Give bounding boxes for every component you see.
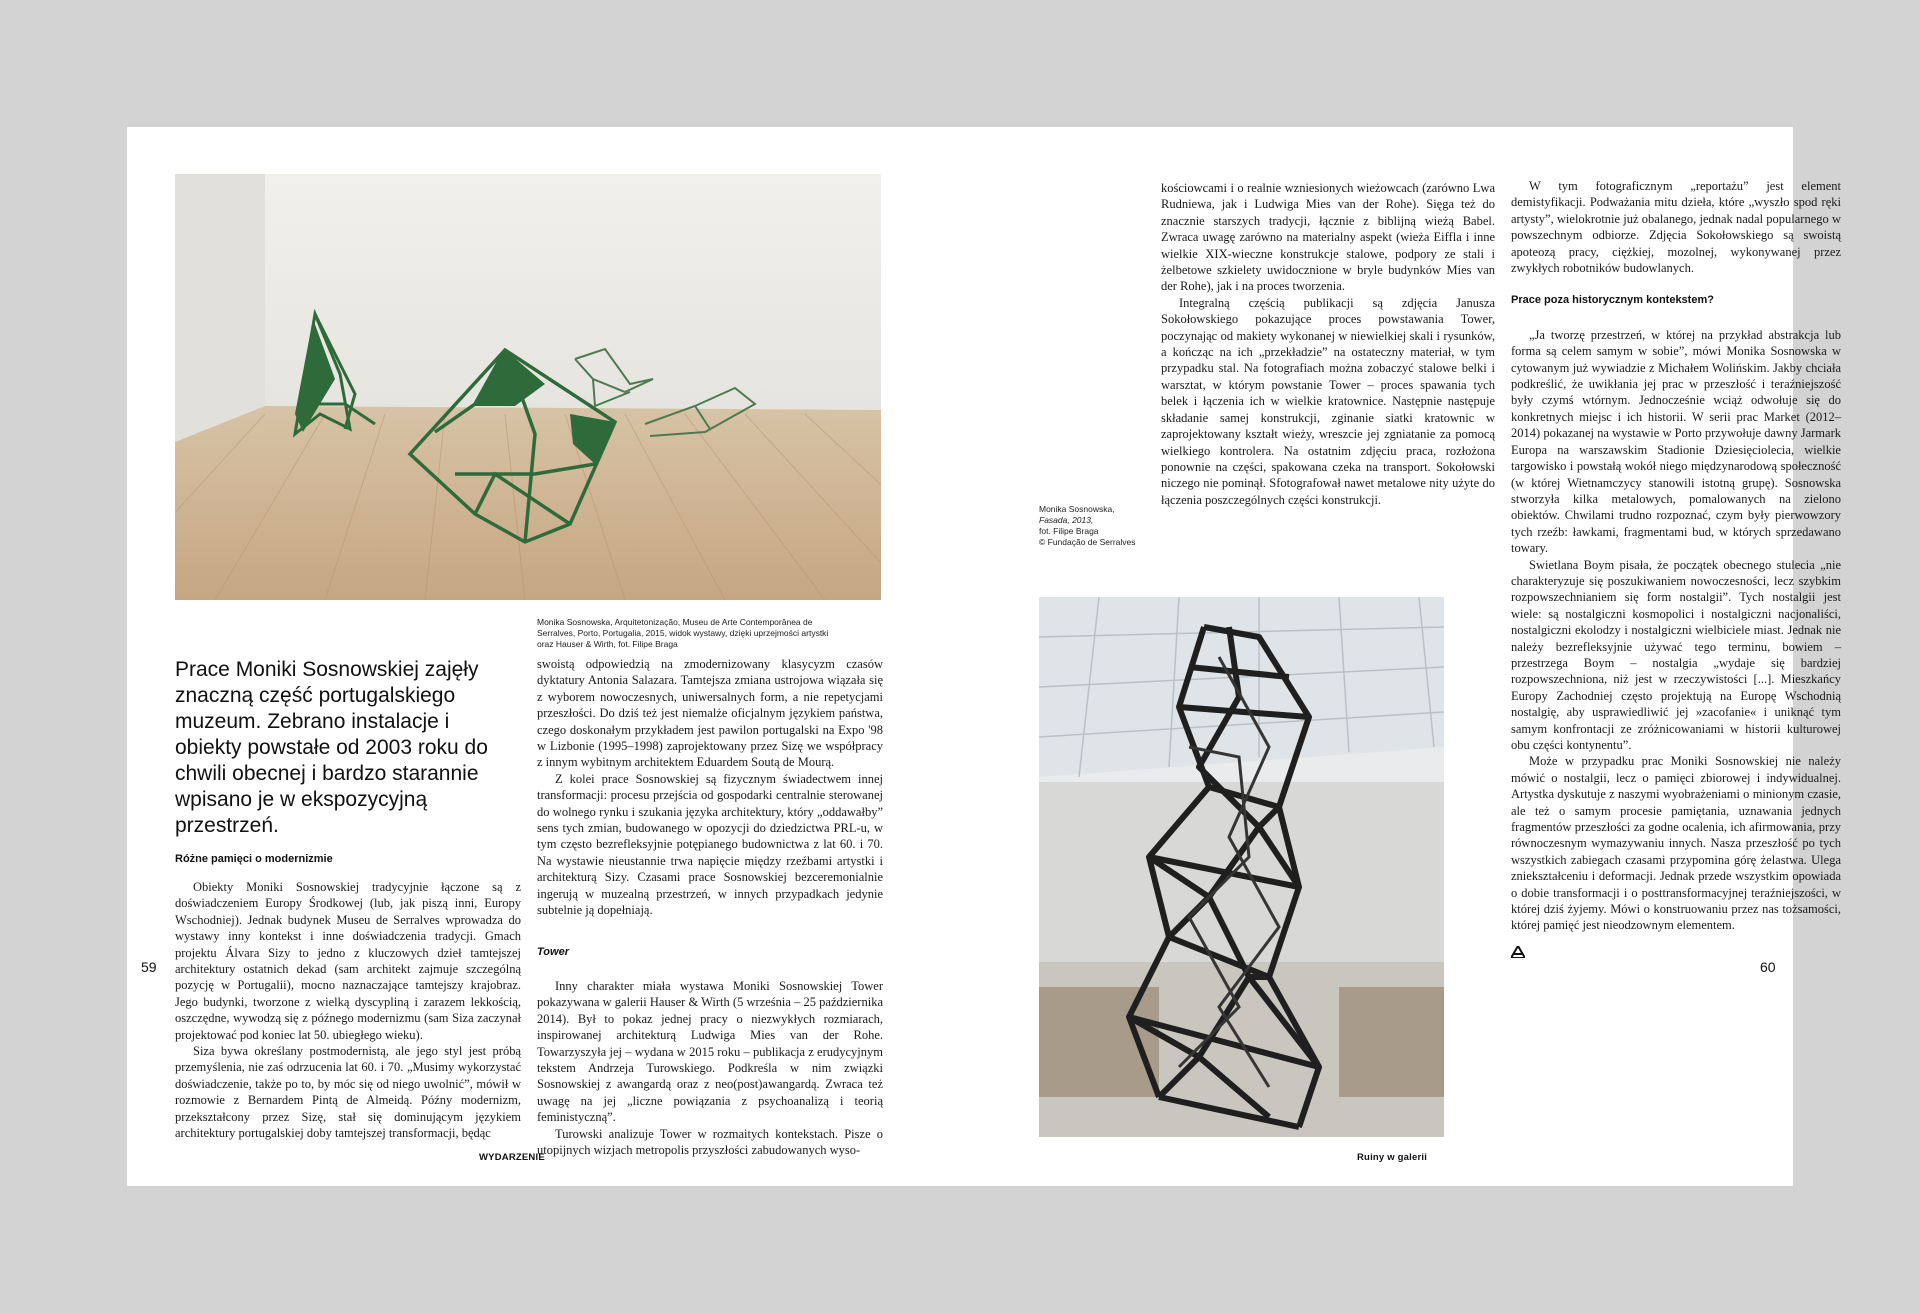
footer-left: WYDARZENIE [479,1152,545,1163]
subhead-tower: Tower [537,945,569,958]
paragraph: Siza bywa określany postmodernistą, ale jego styl jest próbą przemyślenia, nie zaś odrzucenia lat 60. i 70. „Musimy wykorzystać doświadczenie, także po to, by móc się od niego uwolnić”, mówił w rozmowie z Bernardem Pintą de Almeidą. Późny modernizm, przekształcony przez Sizę, stał się dominującym językiem architektury portugalskiej doby tamtejszej transformacji, będąc [175,1044,521,1141]
paragraph: Obiekty Moniki Sosnowskiej tradycyjnie łączone są z doświadczeniem Europy Środkowej (lub, jak piszą inni, Europy Wschodniej). Jednak budynek Museu de Serralves wprowadza do wystawy inny kontekst i inne doświadczenia tradycji. Gmach projektu Álvara Sizy to jedno z kluczowych dzieł tamtejszej architektury ostatnich dekad (sam architekt zajmuje szczególną pozycję w Portugalii), mocno naznaczające tamtejszy krajobraz. Jego budynki, tworzone z wielką dyscypliną i zarazem lekkością, oszczędne, wywodzą się z późnego modernizmu (sam Siza zaczynał projektować pod koniec lat 50. ubiegłego wieku). [175,880,521,1042]
left-column-2 [537,656,883,1158]
page-number-right: 60 [1760,959,1776,975]
magazine-spread [127,127,1841,1186]
end-mark-icon [1511,946,1525,958]
paragraph: Inny charakter miała wystawa Moniki Sosnowskiej Tower pokazywana w galerii Hauser & Wirth (5 września – 25 października 2014). Był to pokaz jednej pracy o niezwykłych rozmiarach, inspirowanej architekturą Ludwiga Mies van der Rohe. Towarzyszyła jej – wydana w 2015 roku – publikacja z erudycyjnym tekstem Andrzeja Turowskiego. Podkreśla w nim związki Sosnowskiej z awangardą oraz z neo(post)awangardą. Zwraca też uwagę na jej „liczne powiązania z psychoanalizą i teorią feministyczną”. [537,978,883,1125]
tower-photo [1039,597,1444,1137]
small-caption [1039,504,1159,548]
subhead-historical: Prace poza historycznym kontekstem? [1511,294,1714,307]
gallery-photo [175,174,881,600]
paragraph: Swietlana Boym pisała, że początek obecnego stulecia „nie charakteryzuje się poszukiwaniem nowoczesności, lecz szybkim rozpowszechnianiem się form nostalgii”. Tych nostalgii jest wiele: są nostalgiczni kosmopolici i nostalgiczni nacjonaliści, nostalgiczni ekolodzy i nostalgiczni wielbiciele miast. Jednak nie należy bezrefleksyjnie używać tego terminu, bowiem – przestrzega Boym – nostalgia „wydaje się bardziej rozpowszechniona, niż jest w rzeczywistości [...]. Mieszkańcy Europy Zachodniej często projektują na Europę Wschodnią nostalgię, aby usprawiedliwić jej »zacofanie« i uniknąć tym samym konfrontacji ze zróżnicowaniami w historii kulturowej obu części kontynentu”. [1511,557,1841,752]
lead-paragraph: Prace Moniki Sosnowskiej zajęły znaczną część portugalskiego muzeum. Zebrano instalacje i obiekty powstałe od 2003 roku do chwili obecnej i bardzo starannie wpisano je w ekspozycyjną przestrzeń. [175,658,488,837]
paragraph: „Ja tworzę przestrzeń, w której na przykład abstrakcja lub forma są celem samym w sobie”, mówi Monika Sosnowska w cytowanym już wywiadzie z Michałem Wolińskim. Jakby chciała podkreślić, że uwikłania jej prac w przeszłość i teraźniejszość były czymś wtórnym. Jednocześnie wciąż odwołuje się do konkretnych miejsc i ich historii. W serii prac Market (2012–2014) pokazanej na wystawie w Porto przywołuje dawny Jarmark Europa na warszawskim Stadionie Dziesięciolecia, wielkie targowisko i powstałą wokół niego międzynarodową społeczność (w której Wietnamczycy stanowili istotną grupę). Sosnowska stworzyła kilka metalowych, pomalowanych na zielono obiektów. Chwilami trudno rozpoznać, czym były pierwowzory tych rzeźb: ławkami, fragmentami bud, w których sprzedawano towary. [1511,327,1841,556]
left-column-1 [175,879,521,1142]
paragraph: Może w przypadku prac Moniki Sosnowskiej nie należy mówić o nostalgii, lecz o pamięci zbiorowej i indywidualnej. Artystka dyskutuje z naszymi wyobrażeniami o minionym czasie, ale też o samym procesie pamiętania, uznawania jednych fragmentów przeszłości za godne ocalenia, ich afirmowania, przy równoczesnym wymazywaniu innych. Nasza przeszłość po tych wszystkich zabiegach czasami przypomina górę żelastwa. Ulega zniekształceniu i deformacji. Jednak przede wszystkim opowiada o dobie transformacji i o posttransformacyjnej teraźniejszości, w której dziś żyjemy. Mówi o konstruowaniu przez nas tożsamości, której pamięć jest nieodzownym elementem. [1511,754,1841,933]
caption-line: © Fundação de Serralves [1039,537,1136,547]
paragraph: W tym fotograficznym „reportażu” jest element demistyfikacji. Podważania mitu dzieła, które „wyszło spod ręki artysty”, wielokrotnie już obalanego, jednak nadal popularnego w powszechnym odbiorze. Zdjęcia Sokołowskiego są swoistą apoteozą pracy, ciężkiej, mozolnej, wykonywanej przez zwykłych robotników budowlanych. [1511,179,1841,276]
paragraph: Integralną częścią publikacji są zdjęcia Janusza Sokołowskiego pokazujące proces powstawania Tower, poczynając od makiety wykonanej w niewielkiej skali i rysunków, a kończąc na ich „przekładzie” na ostateczny materiał, w tym przypadku stal. Na fotografiach można zobaczyć stalowe belki i warsztat, w którym powstanie Tower – proces spawania tych belek i łączenia ich w wielkie kratownice. Następnie następuje składanie samej konstrukcji, zginanie siatki kratownic w zaprojektowany kształt wieży, wreszcie jej zgniatanie za pomocą wielkiego kontrolera. Na ostatnim zdjęciu praca, rozłożona ponownie na części, spakowana czeka na transport. Sokołowski niczego nie pominął. Sfotografował nawet metalowe nity użyte do łączenia poszczególnych części konstrukcji. [1161,295,1495,507]
paragraph: Turowski analizuje Tower w rozmaitych kontekstach. Pisze o utopijnych wizjach metropolis przyszłości zabudowanych wyso- [537,1126,883,1157]
footer-right: Ruiny w galerii [1357,1152,1428,1163]
caption-line: Monika Sosnowska, [1039,504,1115,514]
subhead-modernism: Różne pamięci o modernizmie [175,853,333,865]
right-column-1 [1161,180,1495,508]
right-column-2 [1511,178,1841,958]
caption-line: fot. Filipe Braga [1039,526,1099,536]
paragraph: swoistą odpowiedzią na zmodernizowany klasycyzm czasów dyktatury Antonia Salazara. Tamtejsza zmiana ustrojowa wiązała się z wyborem nowoczesnych, uniwersalnych form, a nie repetycjami przeszłości. Do dziś też jest niemalże oficjalnym językiem państwa, czego doskonałym przykładem jest pawilon portugalski na Expo '98 w Lizbonie (1995–1998) zaprojektowany przez Sizę we współpracy z innym wybitnym architektem Eduardem Soutą de Mourą. [537,657,883,770]
paragraph: kościowcami i o realnie wzniesionych wieżowcach (zarówno Lwa Rudniewa, jak i Ludwiga Mies van der Rohe). Sięga też do znacznie starszych tradycji, łącznie z biblijną wieżą Babel. Zwraca uwagę zarówno na materialny aspekt (wieża Eiffla i inne wielkie XIX-wieczne konstrukcje stalowe, podpory ze stali i żelbetowe szkielety uwidocznione w bryle budynków Mies van der Rohe), jak i na proces tworzenia. [1161,181,1495,294]
gallery-photo-caption: Monika Sosnowska, Arquitetonização, Museu de Arte Contemporânea de Serralves, Porto, Portugalia, 2015, widok wystawy, dzięki uprzejmości artystki oraz Hauser & Wirth, fot. Filipe Braga [537,617,829,649]
page-number-left: 59 [141,959,157,975]
caption-line: Fasada, 2013, [1039,515,1094,525]
paragraph: Z kolei prace Sosnowskiej są fizycznym świadectwem innej transformacji: procesu przejścia od gospodarki centralnie sterowanej do wolnego rynku i szukania języka architektury, który „oddawałby” sens tych zmian, budowanego w opozycji do dziedzictwa PRL-u, w tym często bezrefleksyjnie potępianego budownictwa z lat 60. i 70. Na wystawie nieustannie trwa napięcie między rzeźbami artystki i architekturą Sizy. Czasami prace Sosnowskiej bezceremonialnie ingerują w muzealną przestrzeń, w innych przypadkach jedynie subtelnie ją dopełniają. [537,771,883,918]
